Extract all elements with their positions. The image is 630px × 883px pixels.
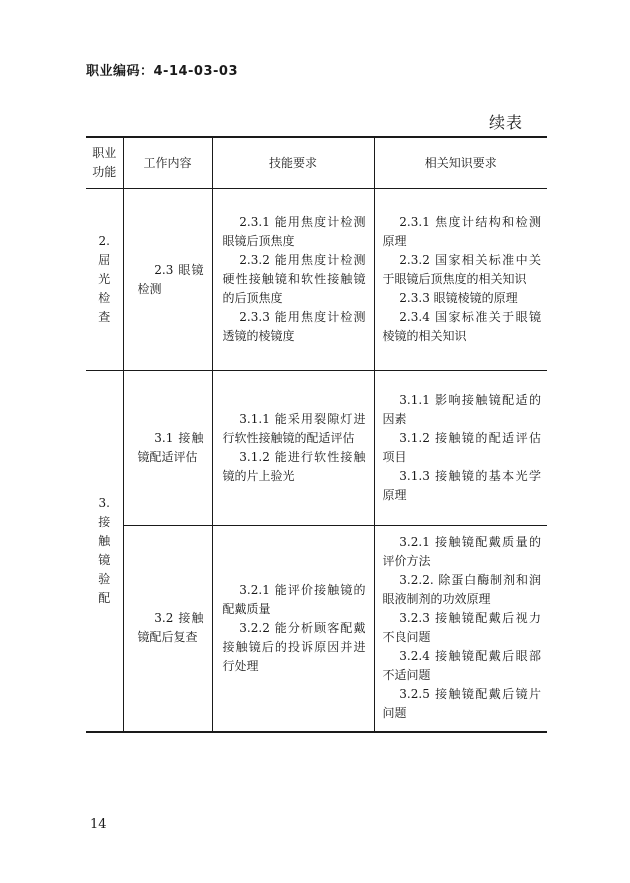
table-header-row: [86, 137, 547, 189]
function-char: 配: [98, 590, 111, 605]
knowledge-item: 2.3.3 眼镜棱镜的原理: [399, 291, 518, 305]
function-num: 2.: [98, 234, 110, 248]
skill-item: 3.1.1 能采用裂隙灯进行软性接触镜的配适评估: [222, 412, 366, 445]
occupation-code: 职业编码：4-14-03-03: [86, 64, 239, 79]
skill-item: 2.3.2 能用焦度计检测硬性接触镜和软性接触镜的后顶焦度: [222, 253, 366, 305]
function-char: 检: [98, 291, 111, 305]
skill-item: 3.2.2 能分析顾客配戴接触镜后的投诉原因并进行处理: [222, 620, 366, 673]
knowledge-item: 3.2.3 接触镜配戴后视力不良问题: [382, 611, 541, 645]
function-char: 接: [98, 514, 111, 529]
table-row: [86, 526, 547, 732]
function-char: 触: [98, 533, 111, 548]
table-row: [86, 189, 547, 371]
header-work: 工作内容: [123, 137, 212, 189]
knowledge-item: 2.3.4 国家标准关于眼镜棱镜的相关知识: [382, 310, 541, 343]
skill-item: 2.3.1 能用焦度计检测眼镜后顶焦度: [222, 215, 366, 248]
header-skill: 技能要求: [212, 137, 374, 189]
function-char: 镜: [98, 552, 111, 567]
knowledge-item: 3.1.2 接触镜的配适评估项目: [382, 431, 541, 464]
function-char: 光: [98, 272, 111, 286]
knowledge-item: 3.2.5 接触镜配戴后镜片问题: [382, 687, 541, 721]
knowledge-item: 2.3.1 焦度计结构和检测原理: [382, 215, 541, 248]
page-number: 14: [90, 817, 107, 832]
function-cell: [86, 189, 123, 371]
header-function: 职业功能: [86, 137, 123, 189]
function-num: 3.: [98, 495, 110, 510]
work-content: 3.1 接触镜配适评估: [137, 431, 204, 464]
skill-item: 3.1.2 能进行软性接触镜的片上验光: [222, 450, 366, 483]
skill-cell: [212, 189, 374, 371]
knowledge-item: 3.2.1 接触镜配戴质量的评价方法: [382, 535, 541, 569]
knowledge-cell: [374, 526, 547, 732]
function-cell: [86, 371, 123, 732]
header-knowledge: 相关知识要求: [374, 137, 547, 189]
continued-table-label: 续表: [489, 113, 524, 132]
knowledge-cell: [374, 371, 547, 526]
function-char: 验: [98, 571, 111, 586]
knowledge-item: 2.3.2 国家相关标准中关于眼镜后顶焦度的相关知识: [382, 253, 541, 286]
work-content: 3.2 接触镜配后复查: [137, 611, 204, 645]
skill-cell: [212, 371, 374, 526]
work-content-cell: [123, 189, 212, 371]
knowledge-item: 3.2.4 接触镜配戴后眼部不适问题: [382, 649, 541, 683]
skill-cell: [212, 526, 374, 732]
skill-item: 3.2.1 能评价接触镜的配戴质量: [222, 582, 366, 616]
knowledge-item: 3.1.1 影响接触镜配适的因素: [382, 393, 541, 426]
function-char: 查: [98, 310, 111, 324]
skills-table: [86, 136, 547, 733]
work-content-cell: [123, 371, 212, 526]
work-content: 2.3 眼镜检测: [137, 262, 204, 296]
skill-item: 2.3.3 能用焦度计检测透镜的棱镜度: [222, 310, 366, 343]
knowledge-item: 3.1.3 接触镜的基本光学原理: [382, 469, 541, 502]
work-content-cell: [123, 526, 212, 732]
knowledge-cell: [374, 189, 547, 371]
function-char: 屈: [98, 253, 111, 267]
knowledge-item: 3.2.2. 除蛋白酶制剂和润眼液制剂的功效原理: [382, 573, 541, 607]
table-row: [86, 371, 547, 526]
